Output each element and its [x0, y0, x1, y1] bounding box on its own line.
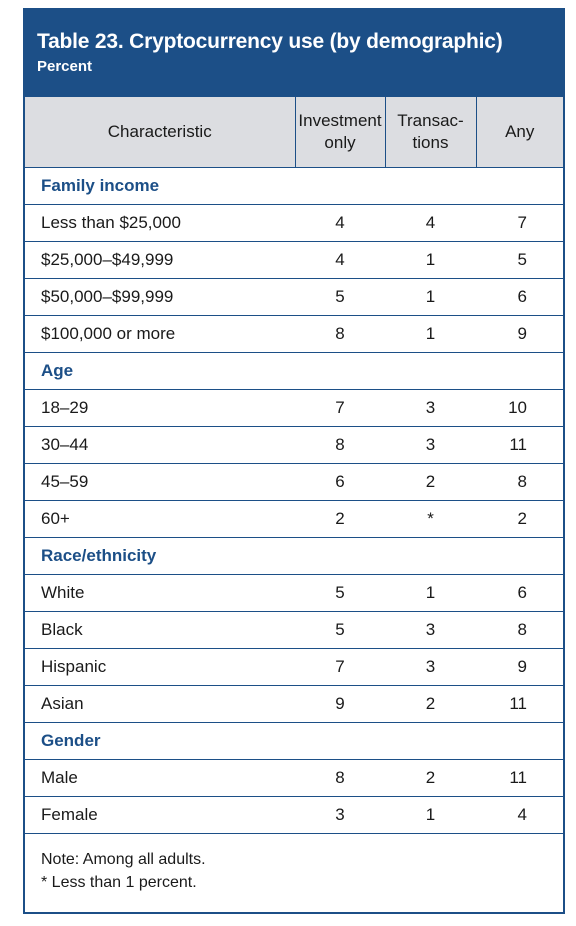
row-label-cell: $50,000–$99,999: [25, 279, 295, 316]
investment-only-cell: 9: [295, 686, 385, 723]
transactions-cell: 1: [385, 279, 476, 316]
row-label-cell: Hispanic: [25, 649, 295, 686]
any-cell: 7: [476, 205, 563, 242]
row-label-cell: White: [25, 575, 295, 612]
section-title: Family income: [25, 168, 563, 205]
transactions-cell: 1: [385, 797, 476, 834]
transactions-cell: 2: [385, 760, 476, 797]
investment-only-cell: 7: [295, 390, 385, 427]
row-label-cell: $25,000–$49,999: [25, 242, 295, 279]
header-row: [25, 97, 563, 168]
any-cell: 2: [476, 501, 563, 538]
section-title: Race/ethnicity: [25, 538, 563, 575]
data-table: [25, 97, 563, 834]
characteristic-header-label: Characteristic: [107, 122, 212, 141]
section-title: Gender: [25, 723, 563, 760]
column-header-investment: [295, 97, 385, 168]
table-notes: [25, 834, 563, 894]
row-label-cell: Asian: [25, 686, 295, 723]
table-row: [25, 612, 563, 649]
table-row: [25, 686, 563, 723]
transactions-cell: 1: [385, 575, 476, 612]
transactions-header-line1: Transac-: [397, 111, 464, 130]
table-row: [25, 316, 563, 353]
transactions-header-line2: tions: [412, 133, 449, 152]
investment-only-cell: 4: [295, 205, 385, 242]
transactions-cell: 1: [385, 242, 476, 279]
table-title-bar: [25, 10, 563, 97]
investment-only-cell: 8: [295, 760, 385, 797]
column-header-transactions: [385, 97, 476, 168]
any-cell: 6: [476, 575, 563, 612]
investment-only-cell: 4: [295, 242, 385, 279]
investment-only-cell: 2: [295, 501, 385, 538]
row-label-cell: Female: [25, 797, 295, 834]
transactions-cell: 1: [385, 316, 476, 353]
investment-only-cell: 8: [295, 316, 385, 353]
any-cell: 11: [476, 760, 563, 797]
transactions-cell: 3: [385, 649, 476, 686]
section-header-row: [25, 723, 563, 760]
table-row: [25, 279, 563, 316]
investment-only-cell: 5: [295, 612, 385, 649]
table-row: [25, 649, 563, 686]
any-cell: 8: [476, 464, 563, 501]
transactions-cell: 4: [385, 205, 476, 242]
row-label-cell: 18–29: [25, 390, 295, 427]
any-cell: 10: [476, 390, 563, 427]
investment-only-cell: 5: [295, 575, 385, 612]
transactions-cell: 3: [385, 390, 476, 427]
column-header-any: [476, 97, 563, 168]
any-cell: 5: [476, 242, 563, 279]
investment-only-cell: 3: [295, 797, 385, 834]
any-cell: 8: [476, 612, 563, 649]
row-label-cell: Less than $25,000: [25, 205, 295, 242]
row-label-cell: 45–59: [25, 464, 295, 501]
any-cell: 9: [476, 649, 563, 686]
any-cell: 11: [476, 686, 563, 723]
table-subtitle: Percent: [37, 58, 93, 75]
row-label-cell: Male: [25, 760, 295, 797]
any-header-label: Any: [505, 122, 535, 141]
table-row: [25, 242, 563, 279]
investment-header-line2: only: [324, 133, 356, 152]
table-row: [25, 427, 563, 464]
section-header-row: [25, 538, 563, 575]
row-label-cell: 30–44: [25, 427, 295, 464]
table-row: [25, 390, 563, 427]
investment-header-line1: Investment: [298, 111, 382, 130]
table-row: [25, 464, 563, 501]
investment-only-cell: 8: [295, 427, 385, 464]
table-row: [25, 501, 563, 538]
investment-only-cell: 6: [295, 464, 385, 501]
any-cell: 9: [476, 316, 563, 353]
investment-only-cell: 5: [295, 279, 385, 316]
row-label-cell: 60+: [25, 501, 295, 538]
table-title: Table 23. Cryptocurrency use (by demographic): [37, 30, 503, 53]
transactions-cell: 2: [385, 686, 476, 723]
table-body: [25, 168, 563, 834]
transactions-cell: 2: [385, 464, 476, 501]
row-label-cell: Black: [25, 612, 295, 649]
any-cell: 4: [476, 797, 563, 834]
section-title: Age: [25, 353, 563, 390]
transactions-cell: 3: [385, 427, 476, 464]
footnote-line: * Less than 1 percent.: [41, 874, 197, 891]
section-header-row: [25, 168, 563, 205]
table-frame: [23, 8, 565, 914]
investment-only-cell: 7: [295, 649, 385, 686]
transactions-cell: *: [385, 501, 476, 538]
row-label-cell: $100,000 or more: [25, 316, 295, 353]
transactions-cell: 3: [385, 612, 476, 649]
table-row: [25, 575, 563, 612]
table-row: [25, 797, 563, 834]
any-cell: 11: [476, 427, 563, 464]
note-line: Note: Among all adults.: [41, 851, 206, 868]
section-header-row: [25, 353, 563, 390]
table-row: [25, 760, 563, 797]
column-header-characteristic: [25, 97, 295, 168]
table-row: [25, 205, 563, 242]
any-cell: 6: [476, 279, 563, 316]
